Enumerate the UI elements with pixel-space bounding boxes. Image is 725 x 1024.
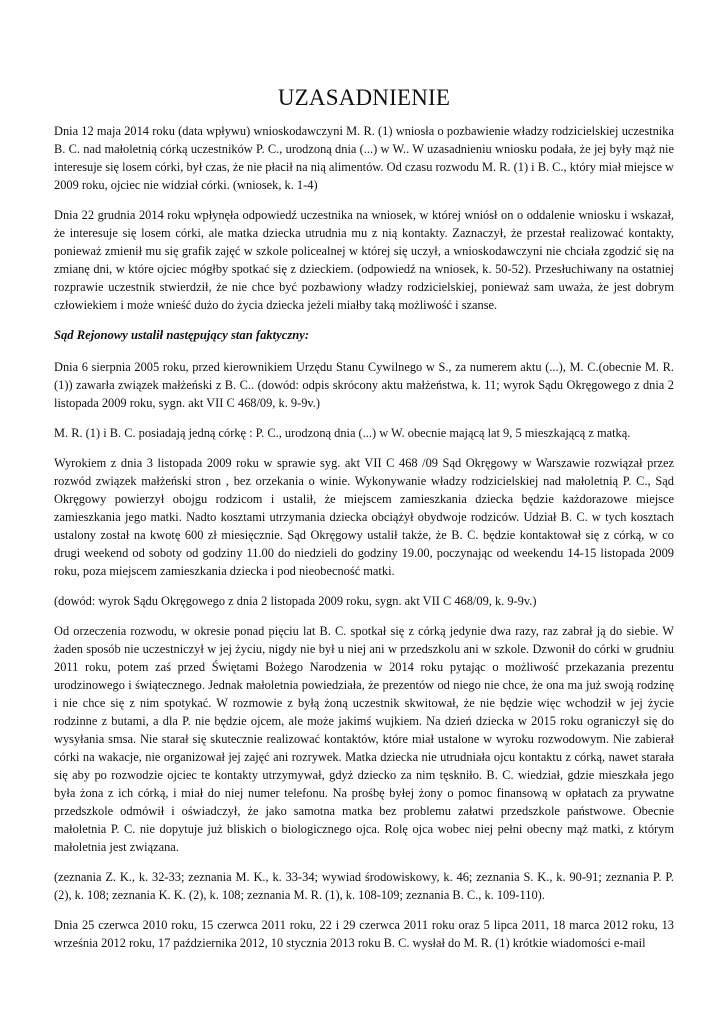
document-title: UZASADNIENIE: [277, 85, 451, 110]
paragraph-evidence-judgment: (dowód: wyrok Sądu Okręgowego z dnia 2 listopada 2009 roku, sygn. akt VII C 468/09, k. 9-9v.): [54, 594, 537, 608]
paragraph-response: Dnia 22 grudnia 2014 roku wpłynęła odpowiedź uczestnika na wniosek, w której wniósł on o oddalenie wniosku i wskazał, że interesuje się losem córki, ale matka dziecka utrudnia mu z nią kontakty. Zaznaczył, że przestał realizować kontakty, ponieważ zmienił mu się grafik zajęć w szkole policealnej w której się uczył, a wnioskodawczyni nie chciała zgodzić się na zmianę dni, w które ojciec mógłby spotkać się z dzieckiem. (odpowiedź na wniosek, k. 50-52). Przesłuchiwany na ostatniej rozprawie uczestnik stwierdził, że nie chce być pozbawiony władzy rodzicielskiej, ponieważ sam uważa, że jest dobrym człowiekiem i może wnieść dużo do życia dziecka jeżeli miałby taką możliwość i szanse.: [54, 208, 674, 312]
paragraph-daughter: M. R. (1) i B. C. posiadają jedną córkę : P. C., urodzoną dnia (...) w W. obecnie mającą lat 9, 5 mieszkającą z matką.: [54, 426, 631, 440]
paragraph-testimonies: (zeznania Z. K., k. 32-33; zeznania M. K., k. 33-34; wywiad środowiskowy, k. 46; zeznania S. K., k. 90-91; zeznania P. P. (2), k. 108; zeznania K. K. (2), k. 108; zeznania M. R. (1), k. 108-109; zeznania B. C., k. 109-110).: [54, 870, 674, 902]
paragraph-contacts: Od orzeczenia rozwodu, w okresie ponad pięciu lat B. C. spotkał się z córką jedynie dwa razy, raz zabrał ją do siebie. W żaden sposób nie uczestniczył w jej życiu, nigdy nie był u niej ani w przedszkolu ani w szkole. Dzwonił do córki w grudniu 2011 roku, potem zaś przed Świętami Bożego Narodzenia w 2014 roku pytając o możliwość przekazania prezentu urodzinowego i świątecznego. Jednak małoletnia powiedziała, że prezentów od niego nie chce, że ona ma już swoją rodzinę i nie chce się z nim spotykać. W rozmowie z byłą żoną uczestnik skwitował, że nie będzie więc wchodził w jej życie rodzinne z butami, a dla P. nie będzie ojcem, ale może jakimś wujkiem. Na dzień dziecka w 2015 roku ograniczył się do wysyłania smsa. Nie starał się skutecznie realizować kontaktów, które miał ustalone w wyroku rozwodowym. Nie zabierał córki na wakacje, nie organizował jej zajęć ani rozrywek. Matka dziecka nie utrudniała ojcu kontaktu z córką, nawet starała się aby po rozwodzie ojciec te kontakty utrzymywał, gdyż dziecko za nim tęskniło. B. C. wiedział, gdzie mieszkała jego była żona z ich córką, i miał do niej numer telefonu. Na prośbę byłej żony o pomoc finansową w opłatach za prywatne przedszkole odmówił i oświadczył, że jako samotna matka bez problemu załatwi przedszkole państwowe. Obecnie małoletnia P. C. nie dopytuje już bliskich o biologicznego ojca. Rolę ojca wobec niej pełni obecny mąż matki, z którym małoletnia jest związana.: [54, 624, 674, 854]
paragraph-motion: Dnia 12 maja 2014 roku (data wpływu) wnioskodawczyni M. R. (1) wniosła o pozbawienie władzy rodzicielskiej uczestnika B. C. nad małoletnią córką uczestników P. C., urodzoną dnia (...) w W.. W uzasadnieniu wniosku podała, że jej były mąż nie interesuje się losem córki, był czas, że nie płacił na nią alimentów. Od czasu rozwodu M. R. (1) i B. C., który miał miejsce w 2009 roku, ojciec nie widział córki. (wniosek, k. 1-4): [54, 124, 674, 192]
paragraph-divorce-judgment: Wyrokiem z dnia 3 listopada 2009 roku w sprawie syg. akt VII C 468 /09 Sąd Okręgowy w Warszawie rozwiązał przez rozwód związek małżeński stron , bez orzekania o winie. Wykonywanie władzy rodzicielskiej nad małoletnią P. C., Sąd Okręgowy powierzył obojgu rodzicom i ustalił, że miejscem zamieszkania dziecka będzie każdorazowe miejsce zamieszkania jego matki. Nadto kosztami utrzymania dziecka obciążył obydwoje rodziców. Udział B. C. w tych kosztach ustalony został na kwotę 600 zł miesięcznie. Sąd Okręgowy ustalił także, że B. C. będzie kontaktował się z córką, w co drugi weekend od soboty od godziny 11.00 do niedzieli do godziny 19.00, poczynając od weekendu 14-15 listopada 2009 roku, poza miejscem zamieszkania dziecka i pod nieobecność matki.: [54, 456, 674, 578]
paragraph-emails: Dnia 25 czerwca 2010 roku, 15 czerwca 2011 roku, 22 i 29 czerwca 2011 roku oraz 5 lipca 2011, 18 marca 2012 roku, 13 września 2012 roku, 17 października 2012, 10 stycznia 2013 roku B. C. wysłał do M. R. (1) krótkie wiadomości e-mail: [54, 918, 674, 950]
section-heading: Sąd Rejonowy ustalił następujący stan faktyczny:: [54, 328, 310, 342]
document-page: [54, 84, 674, 964]
paragraph-marriage: Dnia 6 sierpnia 2005 roku, przed kierownikiem Urzędu Stanu Cywilnego w S., za numerem aktu (...), M. C.(obecnie M. R. (1)) zawarła związek małżeński z B. C.. (dowód: odpis skrócony aktu małżeństwa, k. 11; wyrok Sądu Okręgowego z dnia 2 listopada 2009 roku, sygn. akt VII C 468/09, k. 9-9v.): [54, 360, 674, 410]
